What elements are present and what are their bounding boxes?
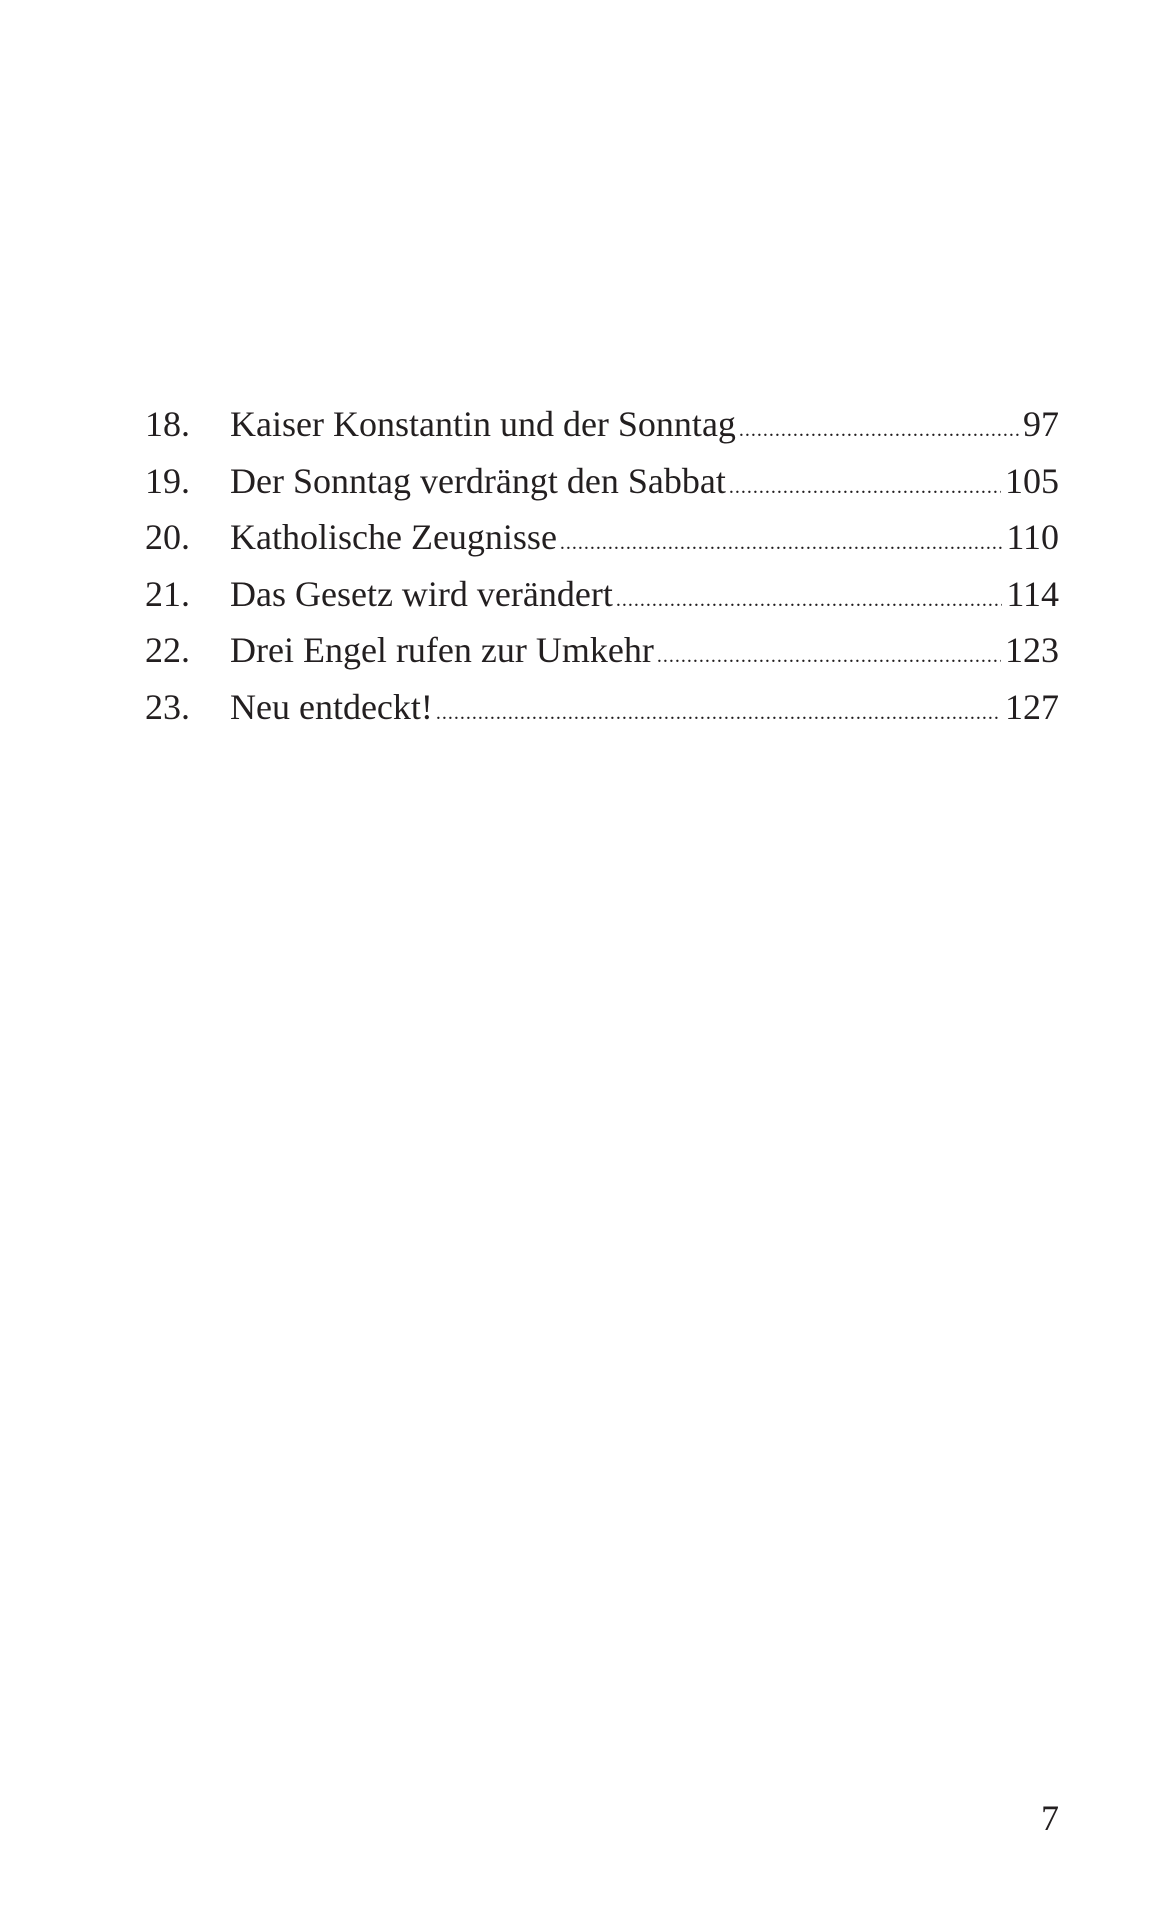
dot-leader [739, 402, 1019, 459]
toc-entry-page: 127 [1005, 686, 1059, 727]
dot-leader [560, 515, 1002, 572]
toc-entry-number: 18. [145, 404, 190, 444]
toc-entry [145, 566, 1059, 623]
dot-leader [436, 685, 1001, 742]
toc-entry-title: Kaiser Konstantin und der Sonntag [230, 404, 736, 444]
dot-leader [729, 459, 1001, 516]
toc-entry-page: 114 [1006, 573, 1059, 614]
toc-entry [145, 679, 1059, 736]
toc-entry-number: 19. [145, 460, 190, 501]
toc-entry-page: 123 [1005, 630, 1059, 670]
toc-entry-number: 23. [145, 686, 190, 727]
toc-entry-number: 22. [145, 630, 190, 670]
toc-entry-page: 97 [1023, 404, 1059, 444]
toc-entry-page: 105 [1005, 460, 1059, 501]
toc-entry-title: Katholische Zeugnisse [230, 517, 557, 557]
dot-leader [657, 628, 1001, 685]
dot-leader [616, 572, 1002, 629]
toc-entry-number: 20. [145, 517, 190, 557]
table-of-contents [145, 396, 1059, 735]
toc-entry [145, 622, 1059, 679]
toc-entry [145, 396, 1059, 453]
toc-entry-title: Das Gesetz wird verändert [230, 573, 613, 614]
toc-entry-title: Der Sonntag verdrängt den Sabbat [230, 460, 726, 501]
toc-entry-page: 110 [1006, 517, 1059, 557]
toc-entry-number: 21. [145, 573, 190, 614]
toc-entry-title: Drei Engel rufen zur Umkehr [230, 630, 654, 670]
toc-entry-title: Neu entdeckt! [230, 686, 433, 727]
toc-entry [145, 509, 1059, 566]
toc-entry [145, 453, 1059, 510]
page-number: 7 [1041, 1798, 1059, 1838]
